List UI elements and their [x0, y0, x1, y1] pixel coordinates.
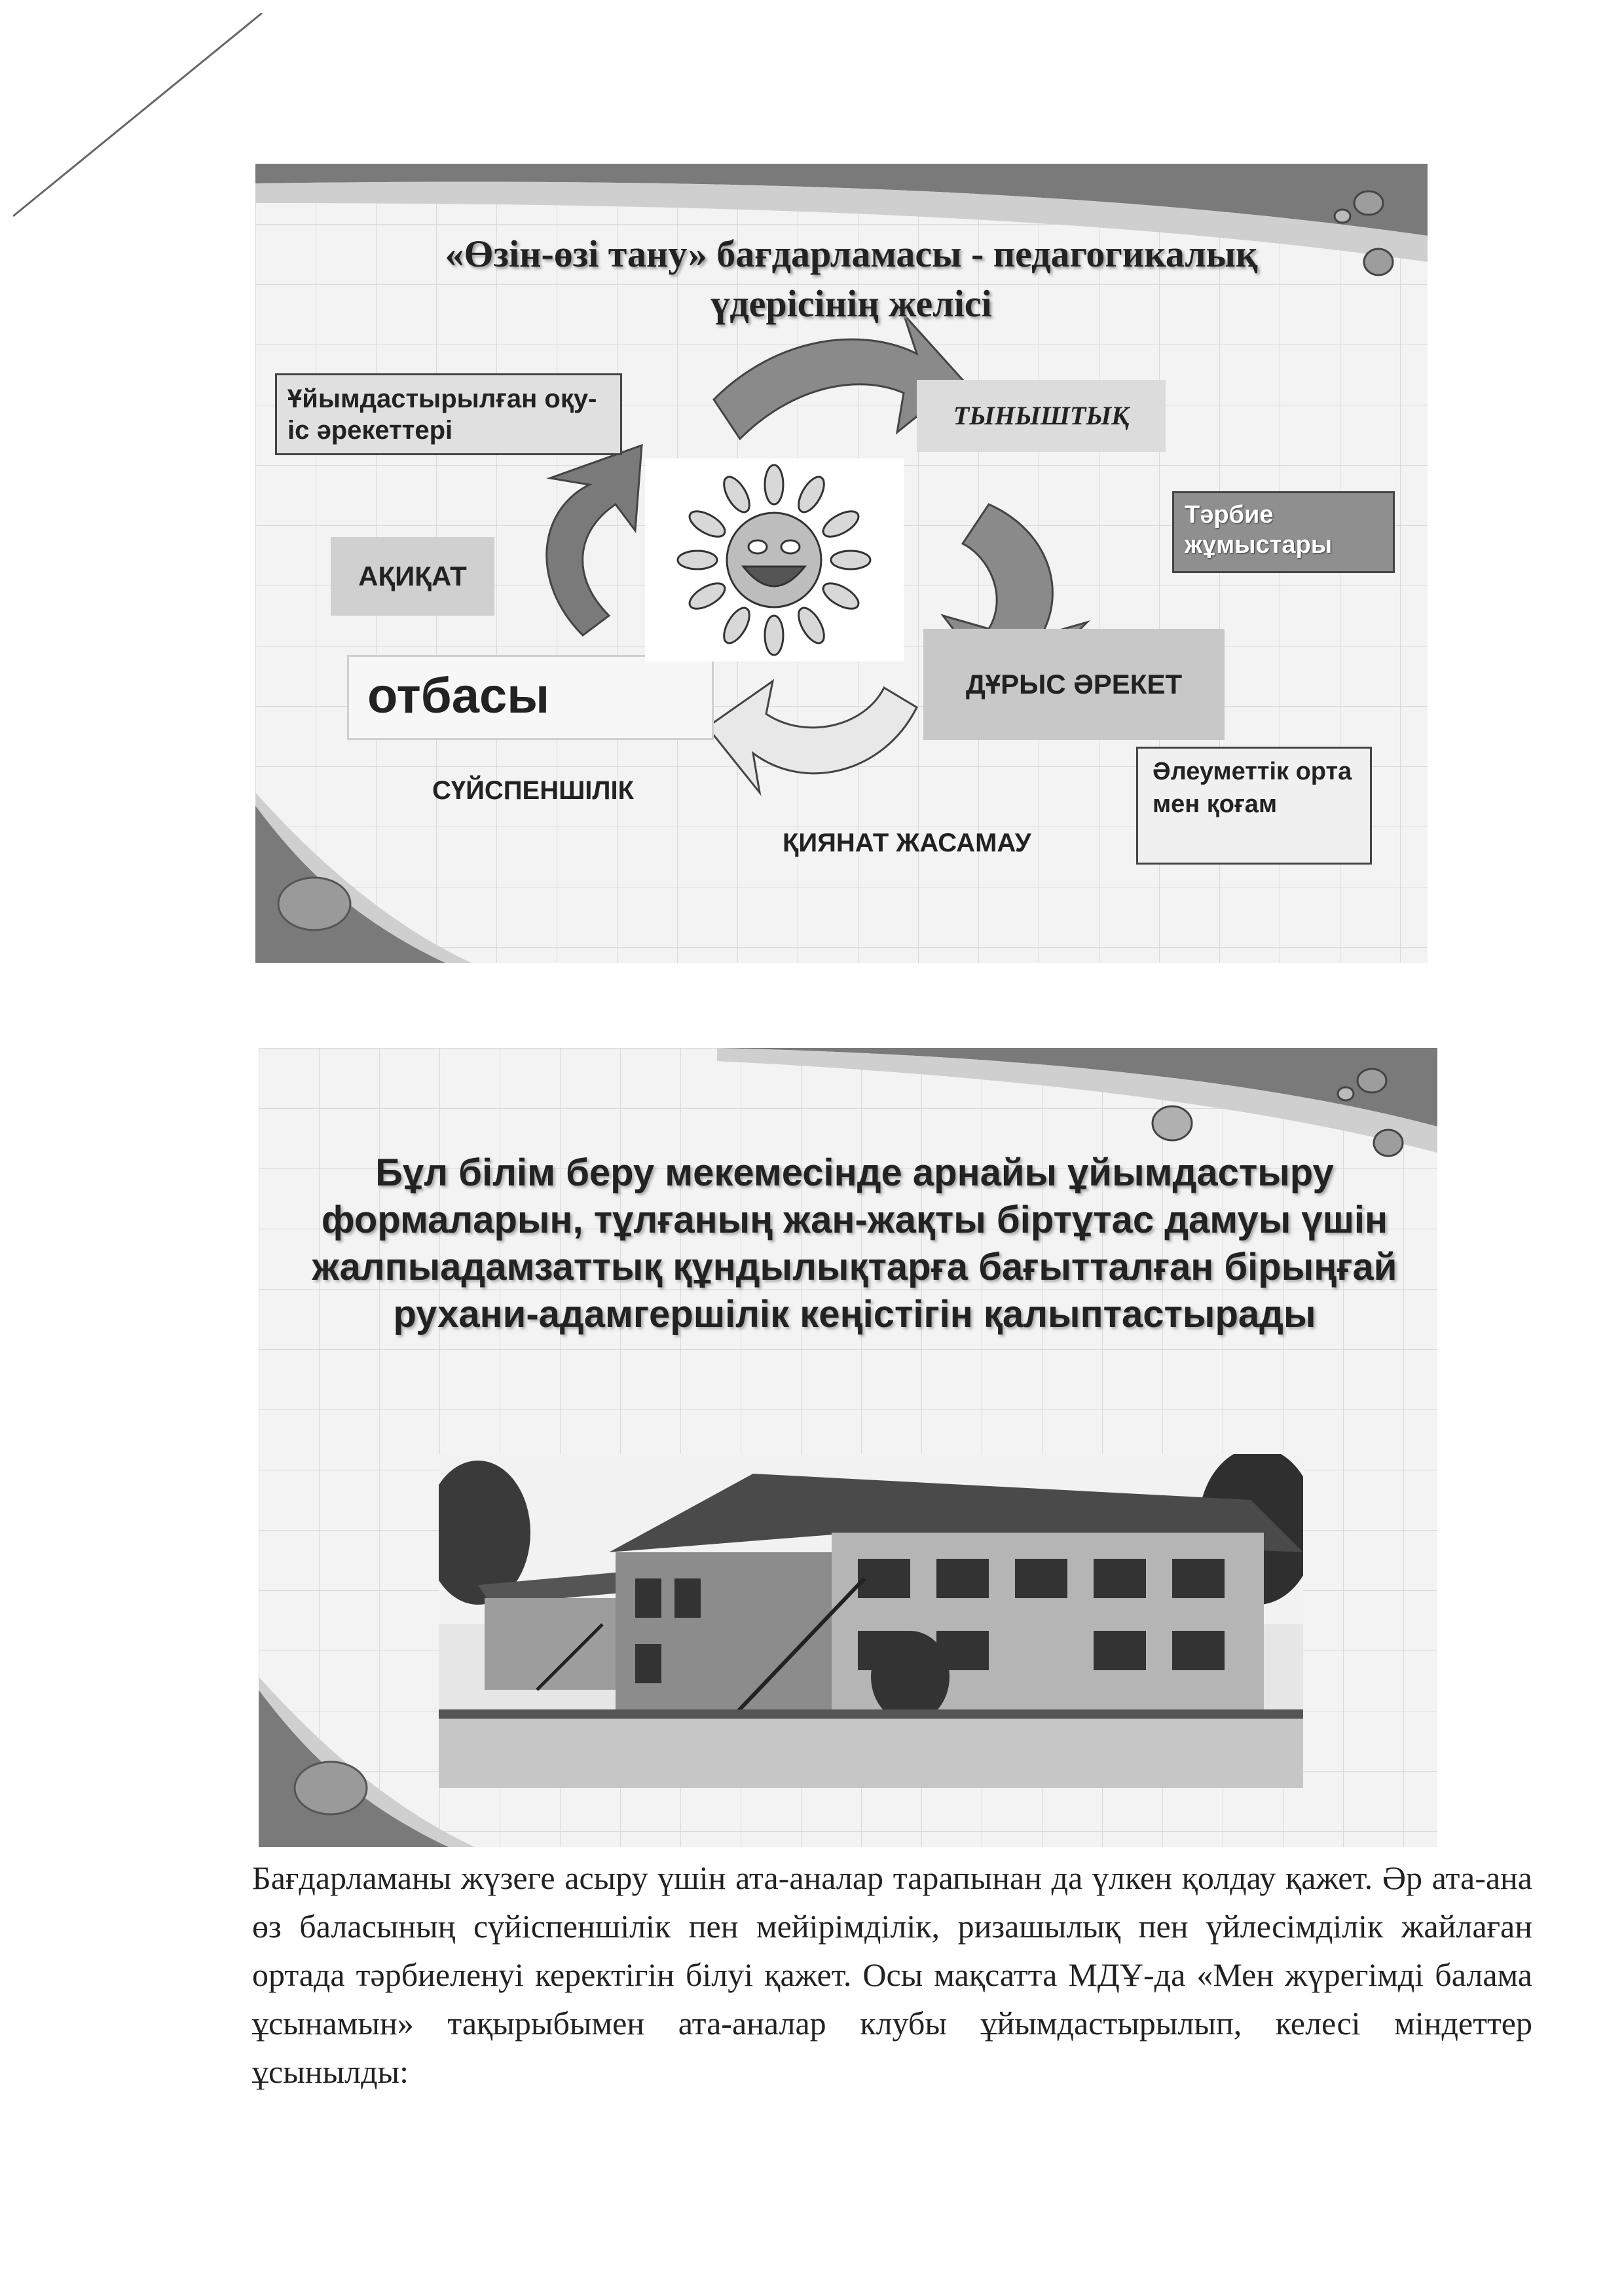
smiling-sun-icon [645, 458, 904, 662]
slide-cycle-diagram [255, 164, 1428, 963]
label-tynyshtyk: ТЫНЫШТЫҚ [917, 380, 1166, 452]
body-paragraph: Бағдарламаны жүзеге асыру үшін ата-аналар тарапынан да үлкен қолдау қажет. Әр ата-ана өз баласының сүйіспеншілік пен мейірімділік, ризашылық пен үйлесімділік жайлаған ортада тәрбиеленуі керектігін білуі қажет. Осы мақсатта МДҰ-да «Мен жүрегімді балама ұсынамын» тақырыбымен ата-аналар клубы ұйымдастырылып, келесі міндеттер ұсынылды: [252, 1859, 1532, 2090]
label-otbasy: отбасы [347, 655, 714, 740]
upbringing-work-box: Тәрбие жұмыстары [1172, 491, 1395, 573]
slide-title: «Өзін-өзі тану» бағдарламасы - педагогикалық үдерісінің желісі [445, 233, 1258, 325]
label-durys-areket: ДҰРЫС ӘРЕКЕТ [923, 629, 1225, 740]
label-kiyanat-jasamau: ҚИЯНАТ ЖАСАМАУ [783, 829, 1031, 857]
kindergarten-building-photo [439, 1454, 1303, 1788]
label-suyispenshilik: СҮЙСПЕНШІЛІК [432, 776, 634, 805]
label-akikat: АҚИҚАТ [331, 537, 494, 616]
social-environment-box: Әлеуметтік орта мен қоғам [1136, 747, 1372, 865]
slide-kindergarten [259, 1048, 1437, 1847]
organized-activities-box: Ұйымдастырылған оқу-іс әрекеттері [275, 373, 622, 455]
slide-statement: Бұл білім беру мекемесінде арнайы ұйымдастыру формаларын, тұлғаның жан-жақты біртұтас дамуы үшін жалпыадамзаттық құндылықтарға бағытталған бірыңғай рухани-адамгершілік кеңістігін қалыптастырады [312, 1151, 1397, 1335]
